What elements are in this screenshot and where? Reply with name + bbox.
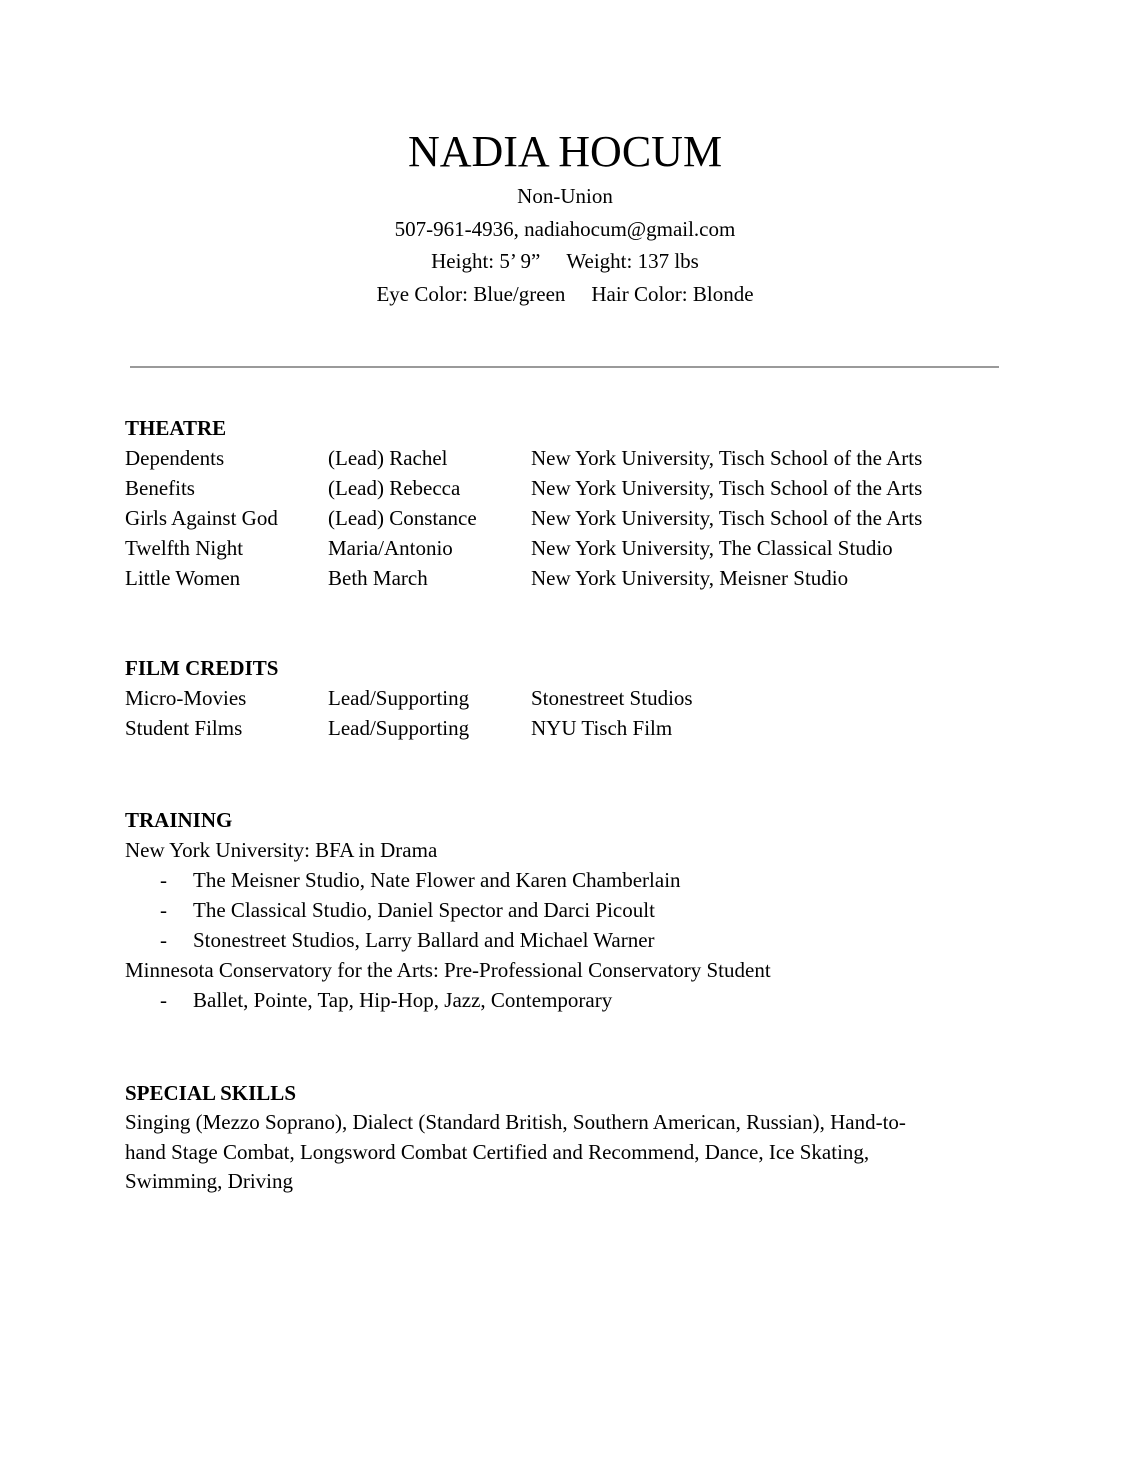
role-name: (Lead) Rebecca — [328, 476, 461, 500]
venue-name: New York University, Meisner Studio — [531, 566, 849, 590]
header-divider — [130, 366, 999, 368]
skills-text: Singing (Mezzo Soprano), Dialect (Standard British, Southern American, Russian), Hand-to-hand Stage Combat, Longsword Combat Certified and Recommend, Dance, Ice Skating, Swimming, Driving — [125, 1110, 906, 1193]
venue-name: New York University, The Classical Studio — [531, 536, 893, 560]
production-name: Student Films — [125, 716, 243, 740]
bullet-dash: - — [160, 898, 167, 922]
list-item — [125, 895, 1025, 925]
role-name: Lead/Supporting — [328, 686, 470, 710]
height-weight-line — [0, 245, 1130, 278]
bullet-dash: - — [160, 868, 167, 892]
training-item: The Classical Studio, Daniel Spector and Darci Picoult — [193, 898, 655, 922]
eye-hair-line — [0, 278, 1130, 311]
training-section — [125, 805, 1025, 1015]
venue-name: Stonestreet Studios — [531, 686, 693, 710]
union-status: Non-Union — [517, 184, 613, 208]
list-item — [125, 925, 1025, 955]
hair-color-value: Hair Color: Blonde — [591, 281, 754, 306]
training-item: The Meisner Studio, Nate Flower and Karen Chamberlain — [193, 868, 681, 892]
section-title: SPECIAL SKILLS — [125, 1081, 296, 1105]
film-section — [125, 653, 1025, 743]
bullet-dash: - — [160, 928, 167, 952]
credit-row — [125, 443, 1025, 473]
training-school: New York University: BFA in Drama — [125, 838, 438, 862]
production-name: Girls Against God — [125, 506, 278, 530]
weight-value: Weight: 137 lbs — [566, 249, 699, 273]
production-name: Little Women — [125, 566, 241, 590]
skills-section — [125, 1078, 1025, 1197]
section-title: TRAINING — [125, 808, 233, 832]
role-name: Lead/Supporting — [328, 716, 470, 740]
section-title: THEATRE — [125, 416, 227, 440]
production-name: Benefits — [125, 476, 195, 500]
venue-name: New York University, Tisch School of the Arts — [531, 446, 923, 470]
theatre-section — [125, 413, 1025, 593]
role-name: (Lead) Constance — [328, 506, 477, 530]
credit-row — [125, 473, 1025, 503]
credit-row — [125, 563, 1025, 593]
training-school: Minnesota Conservatory for the Arts: Pre-Professional Conservatory Student — [125, 958, 771, 982]
actor-name: NADIA HOCUM — [407, 127, 723, 176]
role-name: Maria/Antonio — [328, 536, 453, 560]
list-item — [125, 865, 1025, 895]
venue-name: New York University, Tisch School of the Arts — [531, 506, 923, 530]
venue-name: New York University, Tisch School of the Arts — [531, 476, 923, 500]
contact-info: 507-961-4936, nadiahocum@gmail.com — [394, 216, 736, 241]
production-name: Dependents — [125, 446, 225, 470]
credit-row — [125, 533, 1025, 563]
role-name: (Lead) Rachel — [328, 446, 448, 470]
bullet-dash: - — [160, 988, 167, 1012]
height-value: Height: 5’ 9” — [431, 249, 541, 273]
production-name: Micro-Movies — [125, 686, 247, 710]
role-name: Beth March — [328, 566, 428, 590]
credit-row — [125, 503, 1025, 533]
training-item: Ballet, Pointe, Tap, Hip-Hop, Jazz, Contemporary — [193, 988, 613, 1012]
list-item — [125, 985, 1025, 1015]
resume-header — [0, 124, 1130, 310]
venue-name: NYU Tisch Film — [531, 716, 673, 740]
training-item: Stonestreet Studios, Larry Ballard and Michael Warner — [193, 928, 655, 952]
credit-row — [125, 683, 1025, 713]
eye-color-value: Eye Color: Blue/green — [376, 281, 566, 306]
section-title: FILM CREDITS — [125, 656, 279, 680]
credit-row — [125, 713, 1025, 743]
production-name: Twelfth Night — [125, 536, 244, 560]
